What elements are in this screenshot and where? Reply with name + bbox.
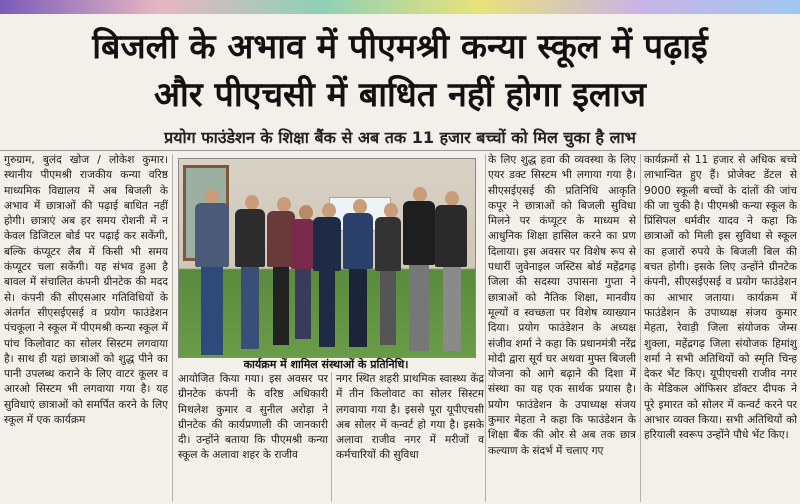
headline-line-1: बिजली के अभाव में पीएमश्री कन्या स्कूल में पढ़ाई <box>92 27 708 67</box>
subheadline: प्रयोग फाउंडेशन के शिक्षा बैंक से अब तक 11 हजार बच्चों को मिल चुका है लाभ <box>164 128 636 147</box>
event-photo <box>178 158 476 358</box>
divider-rule <box>0 150 800 151</box>
column-divider <box>485 154 486 502</box>
top-color-strip <box>0 0 800 14</box>
photo-caption: कार्यक्रम में शामिल संस्थाओं के प्रतिनिधि। <box>243 358 409 371</box>
column-divider <box>640 154 641 502</box>
column-divider <box>172 154 173 502</box>
article-column-2b: नगर स्थित शहरी प्राथमिक स्वास्थ्य केंद्र में तीन किलोवाट का सोलर सिस्टम लगवाया गया है। इससे पूरा यूपीएचसी अब सोलर में कन्वर्ट हो गया है। इसके अलावा राजीव नगर में मरीजों व कर्मचारियों की सुविधा <box>336 373 484 462</box>
article-column-3: के लिए शुद्ध हवा की व्यवस्था के लिए एयर डक्ट सिस्टम भी लगाया गया है। सीएसईएसई की प्रतिनिधि आकृति कपूर ने छात्राओं को बिजली सुविधा मिलने पर कंप्यूटर के माध्यम से आधुनिक शिक्षा हासिल करने का प्रण दिलाया। इस अवसर पर विशेष रूप से पधारीं जुवेनाइल जस्टिस बोर्ड महेंद्रगढ़ जिला की सदस्या उपासना गुप्ता ने छात्राओं को नैतिक शिक्षा, मानवीय मूल्यों व स्वच्छता पर विशेष व्याख्यान दिया। प्रयोग फाउंडेशन के अध्यक्ष संजीव शर्मा ने कहा कि प्रधानमंत्री नरेंद्र मोदी द्वारा सूर्य घर अथवा मुफ्त बिजली योजना को आगे बढ़ाने की दिशा में संस्था का यह एक सार्थक प्रयास है। प्रयोग फाउंडेशन के उपाध्यक्ष संजय कुमार मेहता ने कहा कि फाउंडेशन के शिक्षा बैंक की ओर से अब तक छात्र कल्याण के संदर्भ में चलाए गए <box>488 154 636 457</box>
column-divider <box>331 372 332 502</box>
article-column-1: गुरुग्राम, बुलंद खोज / लोकेश कुमार। स्थानीय पीएमश्री राजकीय कन्या वरिष्ठ माध्यमिक विद्यालय में अब बिजली के अभाव में छात्राओं की पढ़ाई बाधित नहीं होगी। छात्राएं अब हर समय रोशनी में न केवल डिजिटल बोर्ड पर पढ़ाई कर सकेंगी, बल्कि कंप्यूटर लैब में किसी भी समय कंप्यूटर चला सकेंगी। यह संभव हुआ है बावल में संचालित कंपनी ग्रीनटेक की मदद से। कंपनी की सीएसआर गतिविधियों के अंतर्गत सीएसईएसई व प्रयोग फाउंडेशन पंचकूला ने स्कूल में पीएमश्री कन्या स्कूल में पांच किलोवाट का सोलर सिस्टम लगवाया है। साथ ही यहां छात्राओं को शुद्ध पीने का पानी उपलब्ध कराने के लिए वाटर कूलर व आरओ सिस्टम भी लगवाया गया है। यह सुविधाएं छात्राओं को समर्पित करने के लिए स्कूल में एक कार्यक्रम <box>4 154 168 427</box>
headline-line-2: और पीएचसी में बाधित नहीं होगा इलाज <box>154 75 646 115</box>
article-column-4: कार्यक्रमों से 11 हजार से अधिक बच्चे लाभान्वित हुए हैं। प्रोजेक्ट डेंटल से 9000 स्कूली बच्चों के दांतों की जांच की जा चुकी है। पीएमश्री कन्या स्कूल के प्रिंसिपल धर्मवीर यादव ने कहा कि छात्राओं को मिली इस सुविधा से स्कूल का हजारों रुपये के बिजली बिल की बचत होगी। इसके लिए उन्होंने ग्रीनटेक कंपनी, सीएसईएसई व प्रयोग फाउंडेशन का आभार जताया। कार्यक्रम में फाउंडेशन के उपाध्यक्ष संजय कुमार मेहता, रेवाड़ी जिला संयोजक जेम्स शुक्ला, महेंद्रगढ़ जिला संयोजक हिमांशु शर्मा ने सभी अतिथियों को स्मृति चिन्ह देकर भेंट किए। यूपीएचसी राजीव नगर के मेडिकल ऑफिसर डॉक्टर दीपक ने पूरे इमारत को सोलर में कन्वर्ट करने पर आभार व्यक्त किया। सभी अतिथियों को हरियाली स्वरूप उन्होंने पौधे भेंट किए। <box>644 154 797 442</box>
article-column-2a: आयोजित किया गया। इस अवसर पर ग्रीनटेक कंपनी के वरिष्ठ अधिकारी मिथलेश कुमार व सुनील अरोड़ा ने ग्रीनटेक की कार्यप्रणाली की जानकारी दी। उन्होंने बताया कि पीएमश्री कन्या स्कूल के अलावा शहर के राजीव <box>178 373 328 462</box>
